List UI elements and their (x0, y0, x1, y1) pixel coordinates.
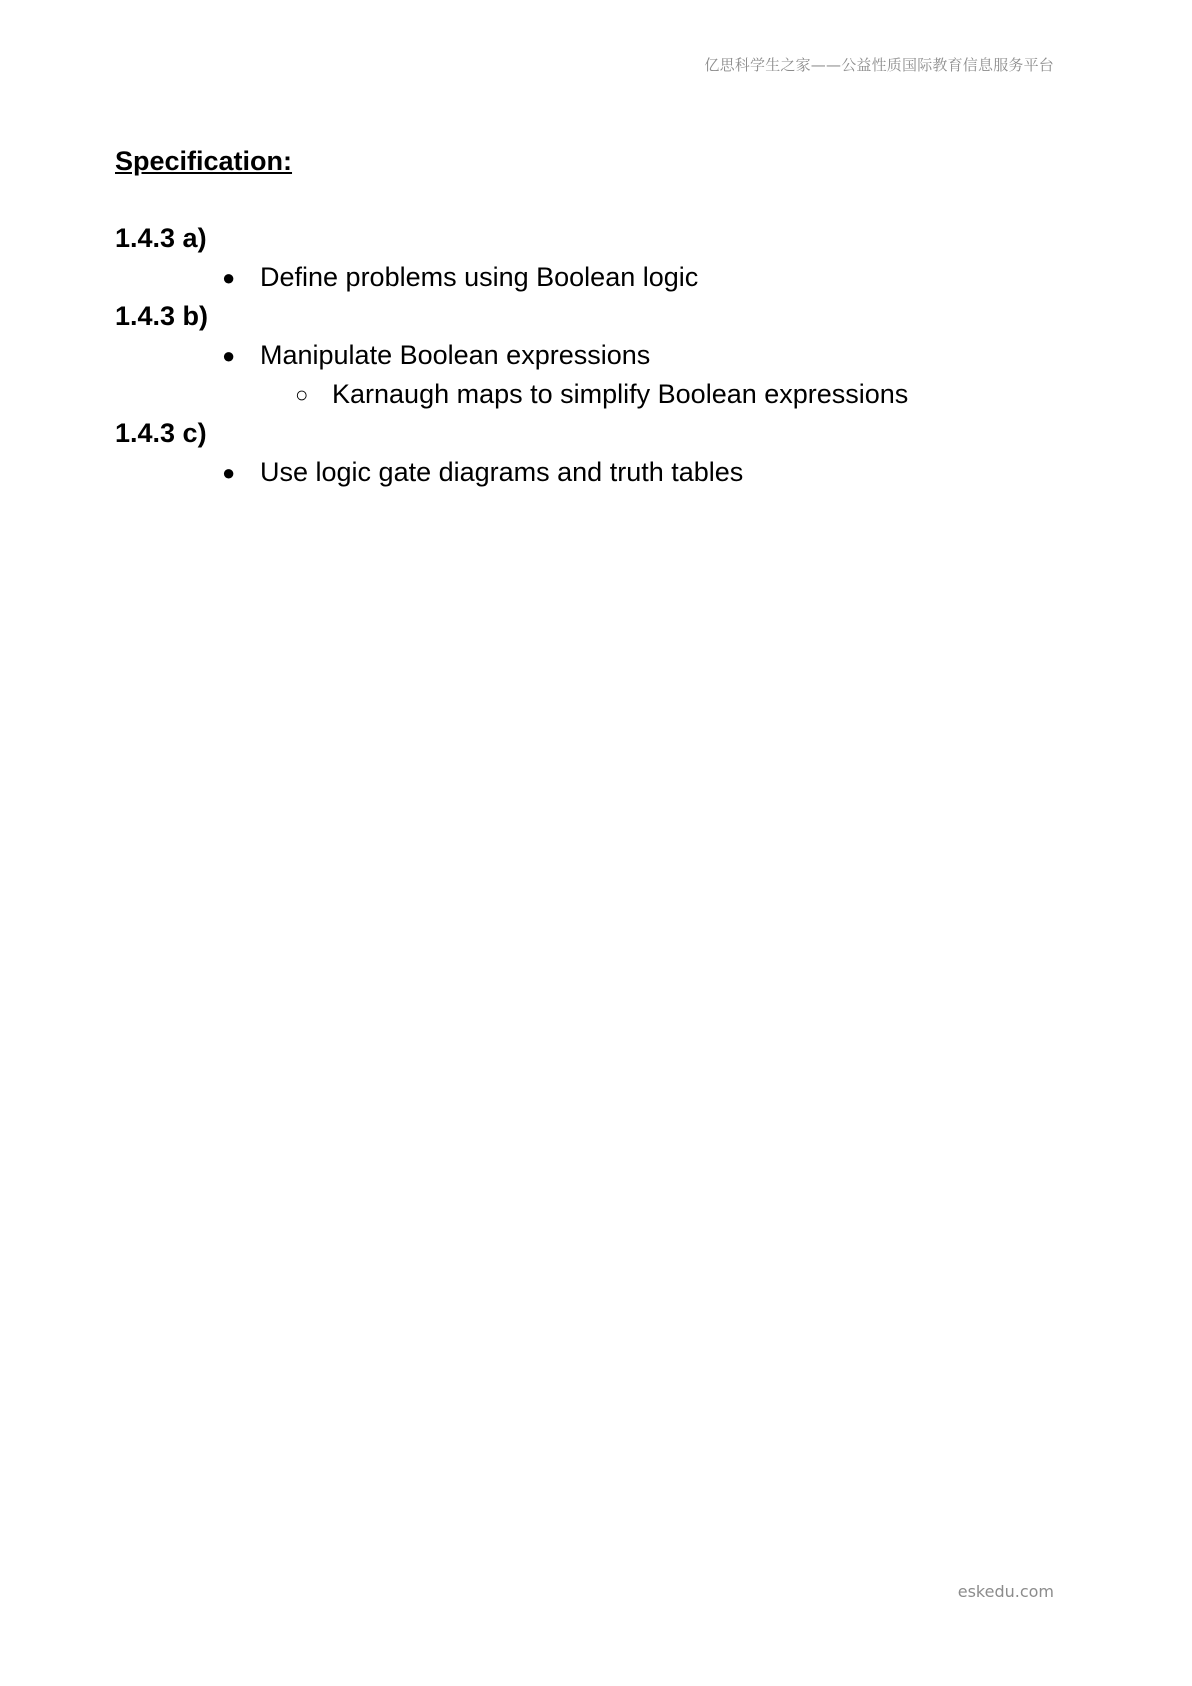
specification-heading: Specification: (115, 146, 293, 176)
bullet-icon: ● (222, 265, 236, 290)
bullet-text: Use logic gate diagrams and truth tables (260, 457, 744, 487)
bullet-icon: ● (222, 343, 236, 368)
list-item (115, 258, 1075, 297)
list-item (115, 336, 1075, 375)
sub-list-item (115, 375, 1075, 414)
list-item (115, 453, 1075, 492)
hollow-bullet-icon: ○ (295, 382, 309, 407)
bullet-icon: ● (222, 460, 236, 485)
spec-code-c: 1.4.3 c) (115, 418, 207, 448)
document-body (115, 143, 1075, 492)
footer-watermark: eskedu.com (957, 1582, 1054, 1601)
header-watermark: 亿思科学生之家——公益性质国际教育信息服务平台 (704, 56, 1054, 74)
sub-bullet-text: Karnaugh maps to simplify Boolean expressions (332, 379, 909, 409)
spec-code-b: 1.4.3 b) (115, 301, 209, 331)
bullet-text: Define problems using Boolean logic (260, 262, 699, 292)
bullet-text: Manipulate Boolean expressions (260, 340, 651, 370)
spec-code-a: 1.4.3 a) (115, 223, 207, 253)
specification-list (115, 219, 1075, 492)
